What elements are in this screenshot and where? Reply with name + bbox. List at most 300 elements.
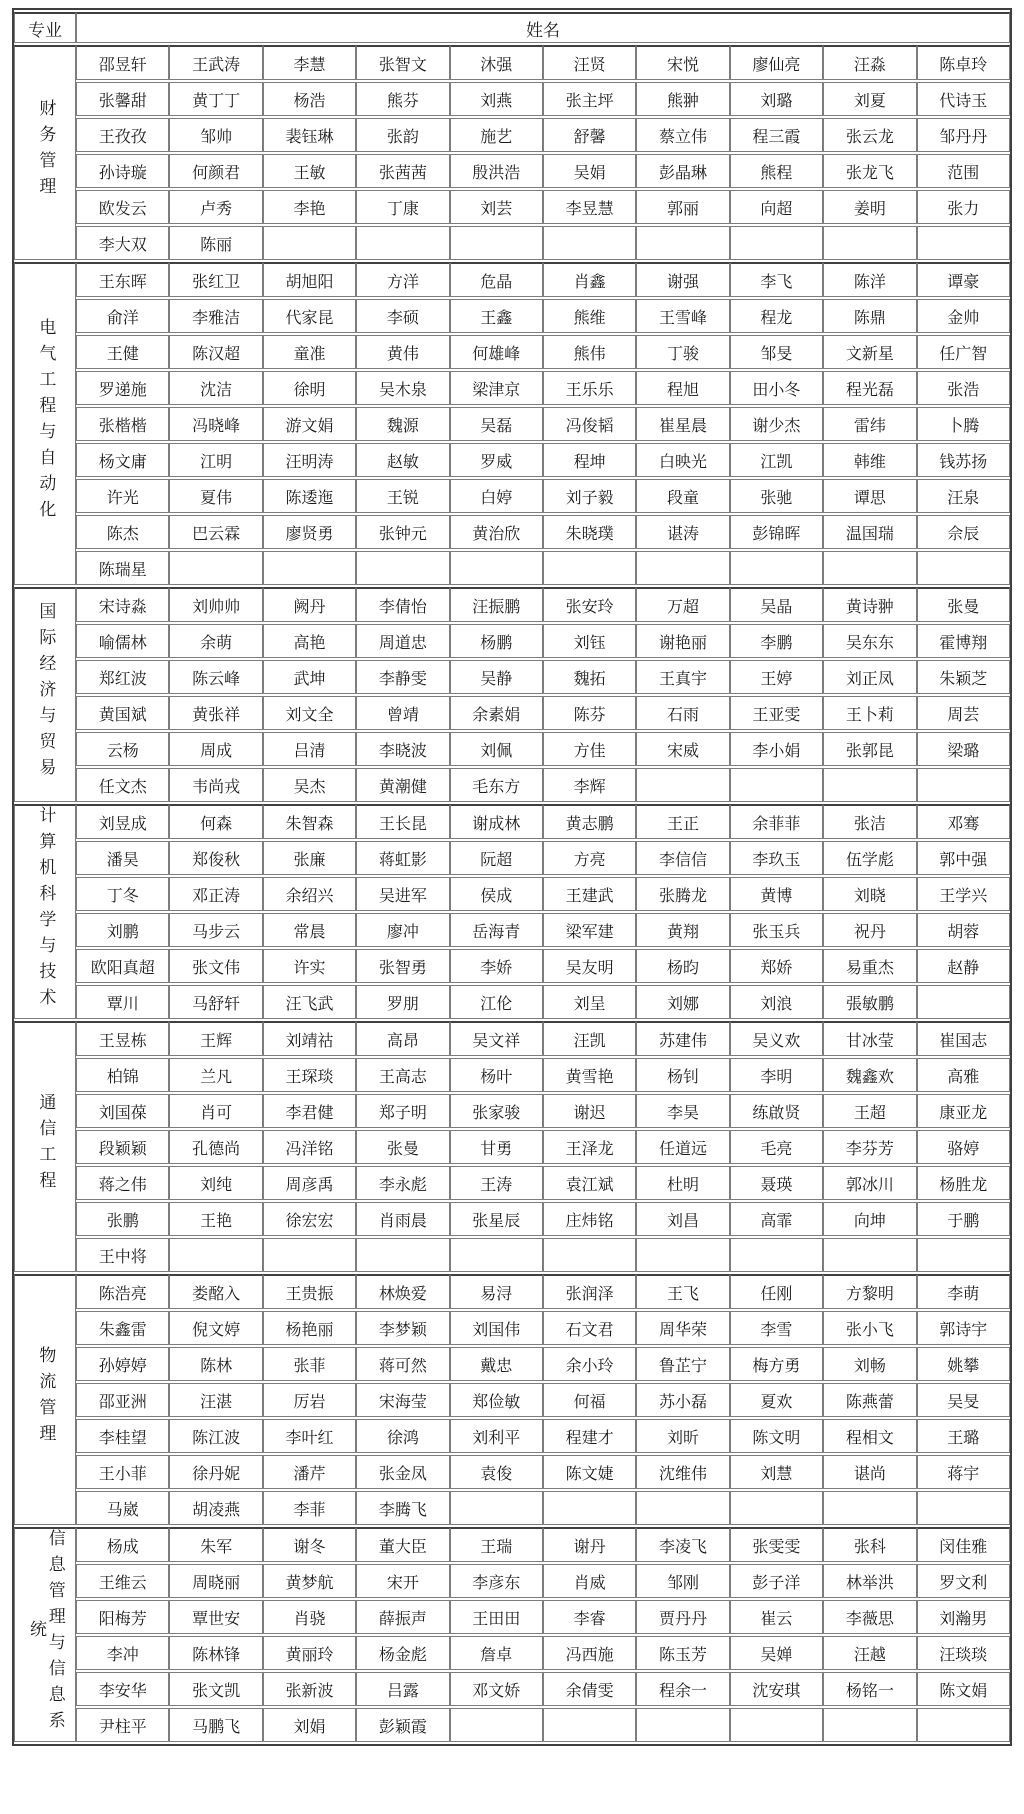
student-name-cell: 方佳 [543, 732, 636, 766]
table-row [14, 335, 1010, 369]
student-name-cell: 程余一 [636, 1672, 729, 1706]
student-name-cell: 袁俊 [450, 1455, 543, 1489]
student-name-cell: 李小娟 [730, 732, 823, 766]
student-name-cell: 薛振声 [356, 1600, 449, 1634]
student-name-cell: 王武涛 [169, 45, 262, 80]
student-name-cell: 陈燕蕾 [823, 1383, 916, 1417]
student-name-cell: 杨浩 [263, 82, 356, 116]
student-name-cell: 胡蓉 [917, 913, 1010, 947]
student-name-cell: 卜腾 [917, 407, 1010, 441]
student-name-cell: 王中将 [76, 1238, 169, 1272]
student-name-cell: 张智文 [356, 45, 449, 80]
student-name-cell: 刘正凤 [823, 660, 916, 694]
student-name-cell: 甘冰莹 [823, 1021, 916, 1056]
student-name-cell: 张智勇 [356, 949, 449, 983]
student-name-cell: 戴忠 [450, 1347, 543, 1381]
student-name-cell: 程建才 [543, 1419, 636, 1453]
student-name-cell: 程三霞 [730, 118, 823, 152]
student-name-cell: 赵敏 [356, 443, 449, 477]
student-name-cell: 马崴 [76, 1491, 169, 1525]
student-name-cell: 谌涛 [636, 515, 729, 549]
student-name-cell: 张茜茜 [356, 154, 449, 188]
student-name-cell: 康亚龙 [917, 1094, 1010, 1128]
student-name-cell: 杨金彪 [356, 1636, 449, 1670]
student-name-cell: 梅方勇 [730, 1347, 823, 1381]
student-name-cell: 王正 [636, 804, 729, 839]
student-name-cell: 丁冬 [76, 877, 169, 911]
student-name-cell: 罗朋 [356, 985, 449, 1019]
student-name-cell: 韦尚戎 [169, 768, 262, 802]
student-name-cell: 李静雯 [356, 660, 449, 694]
student-name-cell: 邹丹丹 [917, 118, 1010, 152]
student-name-cell: 李菲 [263, 1491, 356, 1525]
student-name-cell: 刘国伟 [450, 1311, 543, 1345]
student-name-cell: 潘芹 [263, 1455, 356, 1489]
student-name-cell: 李娇 [450, 949, 543, 983]
student-name-cell: 万超 [636, 587, 729, 622]
student-name-cell: 张雯雯 [730, 1527, 823, 1562]
empty-cell [730, 226, 823, 260]
student-name-cell: 陈玉芳 [636, 1636, 729, 1670]
student-name-cell: 刘娜 [636, 985, 729, 1019]
empty-cell [450, 1238, 543, 1272]
student-name-cell: 刘晓 [823, 877, 916, 911]
student-name-cell: 丁康 [356, 190, 449, 224]
student-name-cell: 李飞 [730, 262, 823, 297]
student-name-cell: 张文伟 [169, 949, 262, 983]
student-name-cell: 江伦 [450, 985, 543, 1019]
student-name-cell: 蒋宇 [917, 1455, 1010, 1489]
student-name-cell: 黄博 [730, 877, 823, 911]
majors-roster-table [12, 8, 1012, 1746]
student-name-cell: 张润泽 [543, 1274, 636, 1309]
student-name-cell: 马步云 [169, 913, 262, 947]
student-name-cell: 王贵振 [263, 1274, 356, 1309]
student-name-cell: 夏欢 [730, 1383, 823, 1417]
student-name-cell: 张腾龙 [636, 877, 729, 911]
table-row [14, 913, 1010, 947]
student-name-cell: 冯俊韬 [543, 407, 636, 441]
student-name-cell: 白映光 [636, 443, 729, 477]
student-name-cell: 吴义欢 [730, 1021, 823, 1056]
student-name-cell: 张郭昆 [823, 732, 916, 766]
table-row [14, 624, 1010, 658]
student-name-cell: 谢强 [636, 262, 729, 297]
table-row [14, 1094, 1010, 1128]
student-name-cell: 向超 [730, 190, 823, 224]
student-name-cell: 周晓丽 [169, 1564, 262, 1598]
student-name-cell: 刘昕 [636, 1419, 729, 1453]
table-row [14, 226, 1010, 260]
table-row [14, 371, 1010, 405]
student-name-cell: 廖贤勇 [263, 515, 356, 549]
table-row [14, 1311, 1010, 1345]
student-name-cell: 李昊 [636, 1094, 729, 1128]
student-name-cell: 杨文庸 [76, 443, 169, 477]
student-name-cell: 刘帅帅 [169, 587, 262, 622]
student-name-cell: 邹旻 [730, 335, 823, 369]
table-row [14, 407, 1010, 441]
student-name-cell: 徐宏宏 [263, 1202, 356, 1236]
student-name-cell: 林举洪 [823, 1564, 916, 1598]
name-column-header: 姓名 [76, 12, 1010, 43]
table-row [14, 985, 1010, 1019]
table-header [14, 12, 1010, 43]
student-name-cell: 吴静 [450, 660, 543, 694]
student-name-cell: 鲁芷宁 [636, 1347, 729, 1381]
student-name-cell: 王维云 [76, 1564, 169, 1598]
student-name-cell: 王高志 [356, 1058, 449, 1092]
student-name-cell: 李萌 [917, 1274, 1010, 1309]
student-name-cell: 练啟贤 [730, 1094, 823, 1128]
student-name-cell: 吴晶 [730, 587, 823, 622]
student-name-cell: 袁江斌 [543, 1166, 636, 1200]
student-name-cell: 李永彪 [356, 1166, 449, 1200]
student-name-cell: 李大双 [76, 226, 169, 260]
student-name-cell: 王泽龙 [543, 1130, 636, 1164]
student-name-cell: 方黎明 [823, 1274, 916, 1309]
student-name-cell: 程坤 [543, 443, 636, 477]
student-name-cell: 佘辰 [917, 515, 1010, 549]
major-label-text: 物流管理 [36, 1345, 56, 1450]
table-row [14, 1383, 1010, 1417]
empty-cell [917, 985, 1010, 1019]
student-name-cell: 彭锦晖 [730, 515, 823, 549]
student-name-cell: 于鹏 [917, 1202, 1010, 1236]
empty-cell [450, 226, 543, 260]
student-name-cell: 沈洁 [169, 371, 262, 405]
student-name-cell: 张鹏 [76, 1202, 169, 1236]
student-name-cell: 谢少杰 [730, 407, 823, 441]
student-name-cell: 李玖玉 [730, 841, 823, 875]
student-name-cell: 江凯 [730, 443, 823, 477]
student-name-cell: 王辉 [169, 1021, 262, 1056]
empty-cell [823, 226, 916, 260]
student-name-cell: 黄志鹏 [543, 804, 636, 839]
table-row [14, 1274, 1010, 1309]
student-name-cell: 李君健 [263, 1094, 356, 1128]
student-name-cell: 陈云峰 [169, 660, 262, 694]
student-name-cell: 杨胜龙 [917, 1166, 1010, 1200]
student-name-cell: 裴钰琳 [263, 118, 356, 152]
student-name-cell: 毛东方 [450, 768, 543, 802]
student-name-cell: 邹帅 [169, 118, 262, 152]
student-name-cell: 黄诗翀 [823, 587, 916, 622]
student-name-cell: 梁军建 [543, 913, 636, 947]
empty-cell [263, 551, 356, 585]
student-name-cell: 文新星 [823, 335, 916, 369]
table-row [14, 949, 1010, 983]
student-name-cell: 谭豪 [917, 262, 1010, 297]
table-row [14, 1455, 1010, 1489]
student-name-cell: 邓正涛 [169, 877, 262, 911]
student-name-cell: 刘昌 [636, 1202, 729, 1236]
empty-cell [730, 768, 823, 802]
student-name-cell: 王飞 [636, 1274, 729, 1309]
table-row [14, 443, 1010, 477]
student-name-cell: 汪越 [823, 1636, 916, 1670]
student-name-cell: 方洋 [356, 262, 449, 297]
student-name-cell: 肖威 [543, 1564, 636, 1598]
student-name-cell: 王鑫 [450, 299, 543, 333]
student-name-cell: 郭冰川 [823, 1166, 916, 1200]
table-row [14, 1672, 1010, 1706]
student-name-cell: 陈瑞星 [76, 551, 169, 585]
student-name-cell: 熊芬 [356, 82, 449, 116]
empty-cell [263, 1238, 356, 1272]
student-name-cell: 张玉兵 [730, 913, 823, 947]
empty-cell [823, 1238, 916, 1272]
student-name-cell: 邓骞 [917, 804, 1010, 839]
student-name-cell: 金帅 [917, 299, 1010, 333]
student-name-cell: 李慧 [263, 45, 356, 80]
student-name-cell: 许光 [76, 479, 169, 513]
empty-cell [917, 1708, 1010, 1742]
major-label-text: 信息管理与信息系统 [27, 1528, 65, 1737]
student-name-cell: 张家骏 [450, 1094, 543, 1128]
student-name-cell: 李昱慧 [543, 190, 636, 224]
student-name-cell: 崔国志 [917, 1021, 1010, 1056]
student-name-cell: 欧发云 [76, 190, 169, 224]
student-name-cell: 厉岩 [263, 1383, 356, 1417]
student-name-cell: 刘畅 [823, 1347, 916, 1381]
empty-cell [917, 1238, 1010, 1272]
student-name-cell: 黄梦航 [263, 1564, 356, 1598]
table-row [14, 1347, 1010, 1381]
student-name-cell: 蒋可然 [356, 1347, 449, 1381]
empty-cell [636, 1708, 729, 1742]
student-name-cell: 王婷 [730, 660, 823, 694]
empty-cell [450, 1708, 543, 1742]
student-name-cell: 王雪峰 [636, 299, 729, 333]
table-row [14, 190, 1010, 224]
student-name-cell: 侯成 [450, 877, 543, 911]
student-name-cell: 巴云霖 [169, 515, 262, 549]
major-label-text: 电气工程与自动化 [36, 317, 56, 526]
student-name-cell: 李梦颖 [356, 1311, 449, 1345]
student-name-cell: 张菲 [263, 1347, 356, 1381]
student-name-cell: 李晓波 [356, 732, 449, 766]
student-name-cell: 黄雪艳 [543, 1058, 636, 1092]
student-name-cell: 熊程 [730, 154, 823, 188]
student-name-cell: 卢秀 [169, 190, 262, 224]
student-name-cell: 姜明 [823, 190, 916, 224]
student-name-cell: 王敏 [263, 154, 356, 188]
empty-cell [450, 1491, 543, 1525]
student-name-cell: 江明 [169, 443, 262, 477]
table-row [14, 841, 1010, 875]
student-name-cell: 陈洋 [823, 262, 916, 297]
student-table-body [14, 45, 1010, 1742]
major-label [14, 804, 76, 1019]
student-name-cell: 熊翀 [636, 82, 729, 116]
student-name-cell: 肖雨晨 [356, 1202, 449, 1236]
student-name-cell: 刘慧 [730, 1455, 823, 1489]
student-name-cell: 阮超 [450, 841, 543, 875]
student-name-cell: 汪振鹏 [450, 587, 543, 622]
major-label-text: 通信工程 [36, 1092, 56, 1197]
student-name-cell: 黄翔 [636, 913, 729, 947]
student-name-cell: 李雅洁 [169, 299, 262, 333]
student-name-cell: 岳海青 [450, 913, 543, 947]
empty-cell [543, 1491, 636, 1525]
student-name-cell: 张楷楷 [76, 407, 169, 441]
table-row [14, 1636, 1010, 1670]
student-name-cell: 兰凡 [169, 1058, 262, 1092]
student-name-cell: 甘勇 [450, 1130, 543, 1164]
table-row [14, 1419, 1010, 1453]
student-name-cell: 伍学彪 [823, 841, 916, 875]
student-name-cell: 白婷 [450, 479, 543, 513]
major-label-text: 财务管理 [36, 98, 56, 203]
empty-cell [636, 768, 729, 802]
student-name-cell: 陈文娟 [917, 1672, 1010, 1706]
student-name-cell: 吴木泉 [356, 371, 449, 405]
empty-cell [263, 226, 356, 260]
table-row [14, 1166, 1010, 1200]
student-name-cell: 霍博翔 [917, 624, 1010, 658]
student-name-cell: 黄国斌 [76, 696, 169, 730]
student-name-cell: 周华荣 [636, 1311, 729, 1345]
student-name-cell: 吴杰 [263, 768, 356, 802]
major-label [14, 45, 76, 260]
student-name-cell: 王健 [76, 335, 169, 369]
empty-cell [169, 1238, 262, 1272]
empty-cell [823, 768, 916, 802]
major-label [14, 1274, 76, 1525]
student-name-cell: 汪明涛 [263, 443, 356, 477]
student-name-cell: 沈安琪 [730, 1672, 823, 1706]
student-name-cell: 谭思 [823, 479, 916, 513]
student-name-cell: 施艺 [450, 118, 543, 152]
student-name-cell: 崔云 [730, 1600, 823, 1634]
student-name-cell: 朱晓璞 [543, 515, 636, 549]
major-label [14, 587, 76, 802]
empty-cell [543, 1238, 636, 1272]
student-name-cell: 阳梅芳 [76, 1600, 169, 1634]
major-column-header: 专业 [14, 12, 76, 43]
student-name-cell: 苏小磊 [636, 1383, 729, 1417]
student-name-cell: 舒馨 [543, 118, 636, 152]
major-label-text: 国际经济与贸易 [36, 601, 56, 784]
student-name-cell: 杨艳丽 [263, 1311, 356, 1345]
student-name-cell: 李雪 [730, 1311, 823, 1345]
student-name-cell: 陈丽 [169, 226, 262, 260]
student-name-cell: 邹刚 [636, 1564, 729, 1598]
student-name-cell: 娄酩入 [169, 1274, 262, 1309]
empty-cell [543, 551, 636, 585]
student-name-cell: 朱颖芝 [917, 660, 1010, 694]
student-name-cell: 谢艳丽 [636, 624, 729, 658]
student-name-cell: 汪湛 [169, 1383, 262, 1417]
student-name-cell: 张主坪 [543, 82, 636, 116]
student-name-cell: 倪文婷 [169, 1311, 262, 1345]
student-name-cell: 王超 [823, 1094, 916, 1128]
major-label [14, 262, 76, 585]
table-row [14, 515, 1010, 549]
student-name-cell: 黄丁丁 [169, 82, 262, 116]
student-name-cell: 田小冬 [730, 371, 823, 405]
student-name-cell: 谢丹 [543, 1527, 636, 1562]
student-name-cell: 苏建伟 [636, 1021, 729, 1056]
student-name-cell: 张科 [823, 1527, 916, 1562]
table-row [14, 1600, 1010, 1634]
student-name-cell: 王田田 [450, 1600, 543, 1634]
empty-cell [636, 226, 729, 260]
student-name-cell: 温国瑞 [823, 515, 916, 549]
student-name-cell: 聂瑛 [730, 1166, 823, 1200]
student-name-cell: 刘佩 [450, 732, 543, 766]
student-name-cell: 郑娇 [730, 949, 823, 983]
student-name-cell: 林焕爱 [356, 1274, 449, 1309]
student-name-cell: 彭子洋 [730, 1564, 823, 1598]
student-name-cell: 李安华 [76, 1672, 169, 1706]
student-name-cell: 吴婵 [730, 1636, 823, 1670]
student-name-cell: 陈林 [169, 1347, 262, 1381]
student-name-cell: 王璐 [917, 1419, 1010, 1453]
table-row [14, 1491, 1010, 1525]
empty-cell [730, 1491, 823, 1525]
student-name-cell: 廖仙亮 [730, 45, 823, 80]
student-name-cell: 李叶红 [263, 1419, 356, 1453]
student-name-cell: 欧阳真超 [76, 949, 169, 983]
student-name-cell: 徐丹妮 [169, 1455, 262, 1489]
student-name-cell: 段童 [636, 479, 729, 513]
table-row [14, 479, 1010, 513]
table-row [14, 804, 1010, 839]
student-name-cell: 陈江波 [169, 1419, 262, 1453]
student-name-cell: 陈文婕 [543, 1455, 636, 1489]
student-name-cell: 孙婷婷 [76, 1347, 169, 1381]
student-name-cell: 徐鸿 [356, 1419, 449, 1453]
student-name-cell: 汪泉 [917, 479, 1010, 513]
student-name-cell: 覃川 [76, 985, 169, 1019]
student-name-cell: 庄炜铭 [543, 1202, 636, 1236]
student-name-cell: 余菲菲 [730, 804, 823, 839]
student-name-cell: 刘燕 [450, 82, 543, 116]
student-name-cell: 杨鹏 [450, 624, 543, 658]
student-name-cell: 吴进军 [356, 877, 449, 911]
student-name-cell: 张龙飞 [823, 154, 916, 188]
student-name-cell: 杜明 [636, 1166, 729, 1200]
student-name-cell: 黄伟 [356, 335, 449, 369]
student-name-cell: 程相文 [823, 1419, 916, 1453]
empty-cell [917, 226, 1010, 260]
empty-cell [356, 226, 449, 260]
student-name-cell: 肖可 [169, 1094, 262, 1128]
student-name-cell: 夏伟 [169, 479, 262, 513]
empty-cell [450, 551, 543, 585]
student-name-cell: 郑红波 [76, 660, 169, 694]
student-name-cell: 黄张祥 [169, 696, 262, 730]
student-name-cell: 雷纬 [823, 407, 916, 441]
student-name-cell: 罗文利 [917, 1564, 1010, 1598]
student-name-cell: 喻儒林 [76, 624, 169, 658]
student-name-cell: 云杨 [76, 732, 169, 766]
student-name-cell: 朱智森 [263, 804, 356, 839]
student-name-cell: 刘鹏 [76, 913, 169, 947]
student-name-cell: 陈文明 [730, 1419, 823, 1453]
table-row [14, 1058, 1010, 1092]
student-name-cell: 杨叶 [450, 1058, 543, 1092]
student-name-cell: 李薇思 [823, 1600, 916, 1634]
major-label [14, 1021, 76, 1272]
student-name-cell: 陈逶迤 [263, 479, 356, 513]
student-name-cell: 吴旻 [917, 1383, 1010, 1417]
student-name-cell: 张文凯 [169, 1672, 262, 1706]
student-name-cell: 张安玲 [543, 587, 636, 622]
empty-cell [917, 1491, 1010, 1525]
